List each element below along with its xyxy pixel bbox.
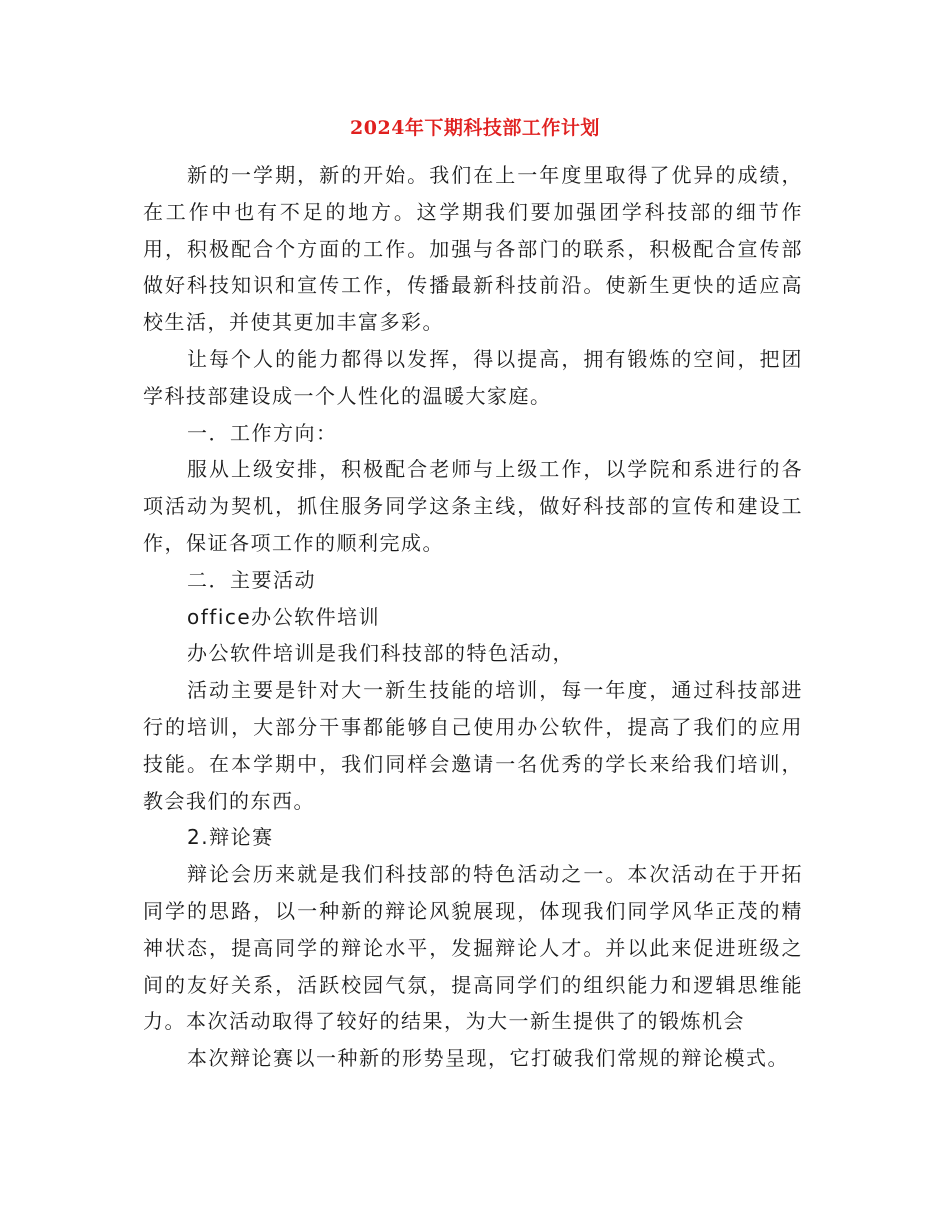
- paragraph-goal: 让每个人的能力都得以发挥，得以提高，拥有锻炼的空间，把团学科技部建设成一个人性化的温暖大家庭。: [143, 346, 803, 408]
- subheading-office-training: office办公软件培训: [187, 604, 381, 629]
- paragraph-office-training-detail: 活动主要是针对大一新生技能的培训，每一年度，通过科技部进行的培训，大部分干事都能够自己使用办公软件，提高了我们的应用技能。在本学期中，我们同样会邀请一名优秀的学长来给我们培训，教会我们的东西。: [143, 678, 803, 813]
- document-title: 2024年下期科技部工作计划: [350, 117, 600, 139]
- paragraph-office-training-intro: 办公软件培训是我们科技部的特色活动，: [187, 641, 574, 666]
- document-body: [143, 157, 803, 1077]
- paragraph-work-direction: 服从上级安排，积极配合老师与上级工作，以学院和系进行的各项活动为契机，抓住服务同学这条主线，做好科技部的宣传和建设工作，保证各项工作的顺利完成。: [143, 457, 803, 555]
- paragraph-intro: 新的一学期，新的开始。我们在上一年度里取得了优异的成绩，在工作中也有不足的地方。这学期我们要加强团学科技部的细节作用，积极配合个方面的工作。加强与各部门的联系，积极配合宣传部做好科技知识和宣传工作，传播最新科技前沿。使新生更快的适应高校生活，并使其更加丰富多彩。: [143, 163, 803, 335]
- paragraph-debate-format: 本次辩论赛以一种新的形势呈现，它打破我们常规的辩论模式。: [187, 1046, 789, 1071]
- heading-work-direction: 一．工作方向：: [187, 420, 338, 445]
- paragraph-debate-detail: 辩论会历来就是我们科技部的特色活动之一。本次活动在于开拓同学的思路，以一种新的辩论风貌展现，体现我们同学风华正茂的精神状态，提高同学的辩论水平，发掘辩论人才。并以此来促进班级之间的友好关系，活跃校园气氛，提高同学们的组织能力和逻辑思维能力。本次活动取得了较好的结果，为大一新生提供了的锻炼机会: [143, 862, 803, 1034]
- subheading-debate: 2.辩论赛: [187, 825, 274, 850]
- heading-main-activities: 二．主要活动: [187, 567, 316, 592]
